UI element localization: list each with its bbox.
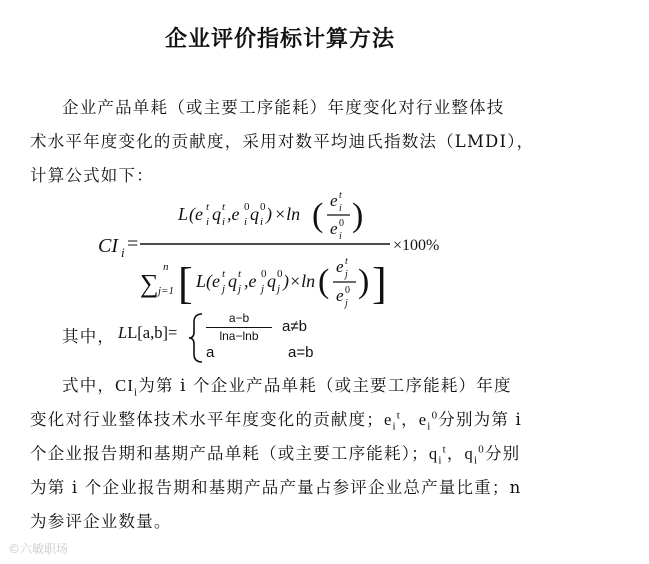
svg-text:]: ] <box>372 259 387 308</box>
svg-text:i: i <box>244 216 248 228</box>
case1-condition: a≠b <box>282 318 307 335</box>
case2-condition: a=b <box>288 344 314 361</box>
svg-text:e: e <box>330 191 338 210</box>
svg-text:0: 0 <box>260 201 266 213</box>
definition-L: LL[a,b]= <box>118 323 178 342</box>
document-title: 企业评价指标计算方法 <box>164 27 395 52</box>
svg-text:0: 0 <box>277 268 283 280</box>
explain-line-4: 为第 i 个企业报告期和基期产品产量占参评企业总产量比重；n <box>30 478 522 497</box>
numerator-ln: ×ln <box>274 204 301 224</box>
numerator-term: (e <box>189 204 203 224</box>
sum-top: n <box>163 261 169 273</box>
svg-text:q: q <box>228 271 237 291</box>
formula-lhs-sub: i <box>121 245 125 260</box>
svg-text:t: t <box>345 256 348 267</box>
formula-lhs: CI <box>98 235 118 257</box>
watermark-logo: ©六敏职场 <box>8 542 69 556</box>
svg-text:j: j <box>277 283 281 295</box>
numerator-L: L <box>178 204 189 224</box>
svg-text:t: t <box>222 268 226 280</box>
svg-text:j: j <box>345 298 348 309</box>
svg-text:i: i <box>222 216 226 228</box>
svg-text:0: 0 <box>339 218 344 229</box>
svg-text:i: i <box>339 203 342 214</box>
svg-text:i: i <box>206 216 210 228</box>
explain-line-1: 式中，$CI_i$为第 i 个企业产品单耗（或主要工序能耗）年度 <box>62 376 512 399</box>
svg-text:0: 0 <box>261 268 267 280</box>
svg-text:j: j <box>261 283 265 295</box>
svg-text:): ) <box>352 197 364 234</box>
explain-line-3: 个企业报告期和基期产品单耗（或主要工序能耗）；$q_i^t$，$q_i^0$分别 <box>30 443 521 467</box>
svg-text:L(e: L(e <box>196 271 220 291</box>
case1-fraction-bar <box>206 327 272 328</box>
svg-text:i: i <box>260 216 264 228</box>
svg-text:t: t <box>222 201 226 213</box>
svg-text:[: [ <box>178 259 193 308</box>
svg-text:e: e <box>336 257 344 276</box>
svg-text:)×ln: )×ln <box>283 271 316 291</box>
formula-equals: = <box>127 233 139 255</box>
sum-bottom: j=1 <box>158 285 174 297</box>
svg-text:t: t <box>238 268 242 280</box>
intro-line-2: 术水平年度变化的贡献度，采用对数平均迪氏指数法（LMDI）， <box>30 132 535 151</box>
svg-text:q: q <box>212 204 221 224</box>
svg-text:j: j <box>238 283 242 295</box>
explain-line-5: 为参评企业数量。 <box>30 512 172 531</box>
svg-text:e: e <box>330 219 338 238</box>
case2-value: a <box>206 344 215 361</box>
svg-text:e: e <box>336 286 344 305</box>
svg-text:j: j <box>345 269 348 280</box>
sum-symbol: ∑ <box>140 269 159 298</box>
explain-line-2: 变化对行业整体技术水平年度变化的贡献度；$e_i^t$，$e_i^0$分别为第 i <box>30 409 522 433</box>
case1-denominator: lna−lnb <box>219 329 259 343</box>
svg-text:t: t <box>339 190 342 201</box>
svg-text:0: 0 <box>244 201 250 213</box>
svg-text:): ) <box>266 204 272 224</box>
svg-text:,e: ,e <box>244 271 257 291</box>
svg-text:): ) <box>358 263 370 300</box>
definition-prefix: 其中， <box>62 327 116 346</box>
formula-percent: ×100% <box>393 237 440 254</box>
svg-text:0: 0 <box>345 285 350 296</box>
case1-numerator: a−b <box>228 311 250 325</box>
svg-text:i: i <box>339 231 342 242</box>
svg-text:j: j <box>222 283 226 295</box>
svg-text:q: q <box>267 271 276 291</box>
svg-text:q: q <box>250 204 259 224</box>
intro-line-3: 计算公式如下： <box>30 166 154 185</box>
svg-text:t: t <box>206 201 210 213</box>
svg-text:(: ( <box>318 263 330 300</box>
svg-text:,e: ,e <box>227 204 240 224</box>
svg-text:(: ( <box>312 197 324 234</box>
intro-line-1: 企业产品单耗（或主要工序能耗）年度变化对行业整体技 <box>62 98 505 117</box>
